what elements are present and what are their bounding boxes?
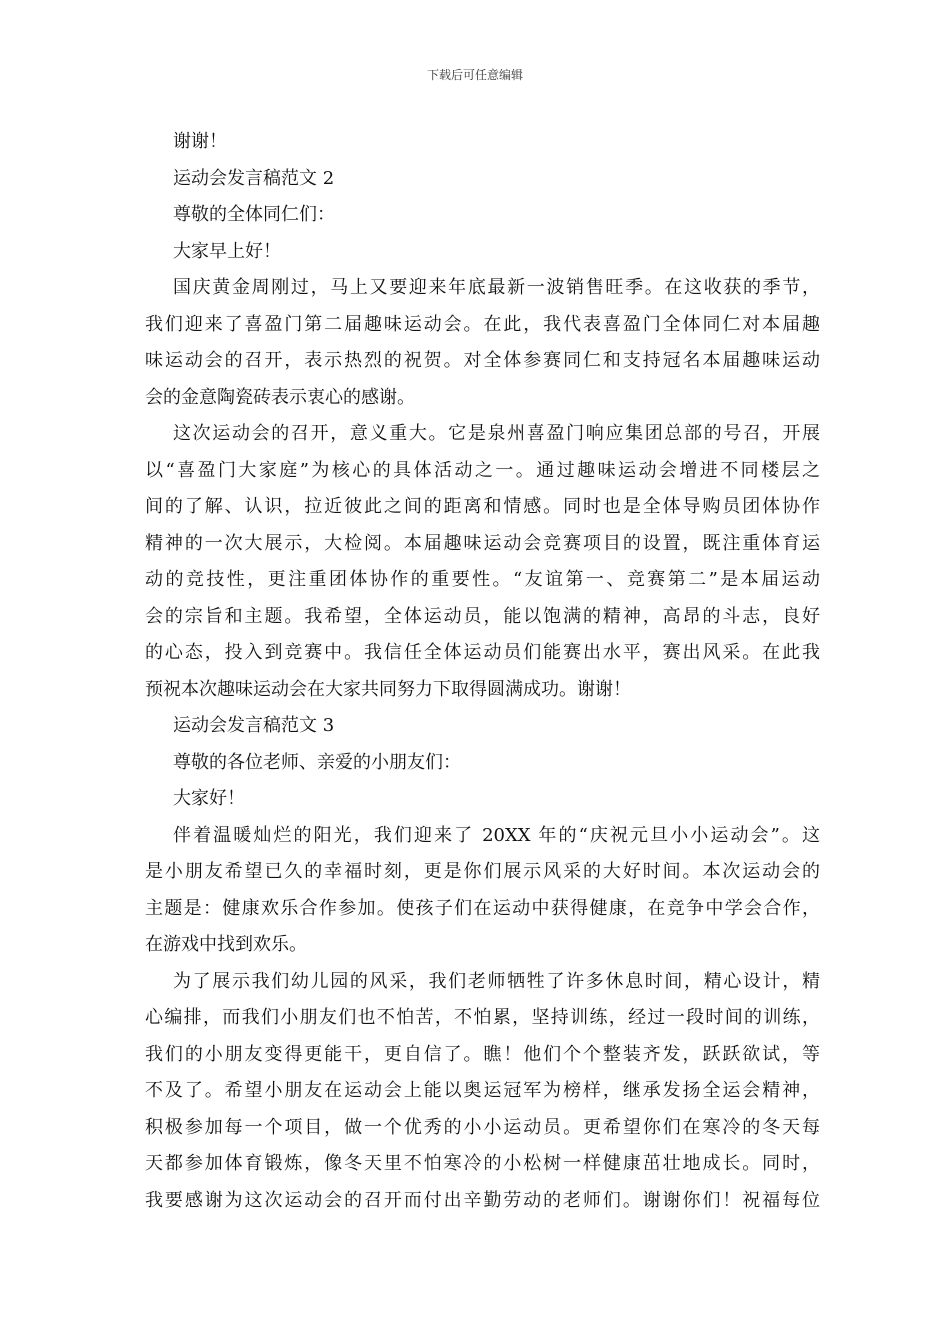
text-line: 我们迎来了喜盈门第二届趣味运动会。在此，我代表喜盈门全体同仁对本届趣 bbox=[145, 313, 820, 335]
text-line: 在游戏中找到欢乐。 bbox=[145, 934, 307, 955]
text-line: 积极参加每一个项目，做一个优秀的小小运动员。更希望你们在寒冷的冬天每 bbox=[145, 1116, 820, 1138]
text-line: 谢谢！ bbox=[173, 131, 227, 152]
text-line: 我们的小朋友变得更能干，更自信了。瞧！他们个个整装齐发，跃跃欲试，等 bbox=[145, 1043, 820, 1065]
text-line: 天都参加体育锻炼，像冬天里不怕寒冷的小松树一样健康茁壮地成长。同时， bbox=[145, 1153, 820, 1174]
text-line: 这次运动会的召开，意义重大。它是泉州喜盈门响应集团总部的号召，开展 bbox=[173, 423, 820, 444]
text-line: 运动会发言稿范文 3 bbox=[173, 715, 335, 736]
text-line: 以“喜盈门大家庭”为核心的具体活动之一。通过趣味运动会增进不同楼层之 bbox=[145, 459, 820, 481]
text-line: 精神的一次大展示，大检阅。本届趣味运动会竞赛项目的设置，既注重体育运 bbox=[145, 532, 820, 554]
text-line: 是小朋友希望已久的幸福时刻，更是你们展示风采的大好时间。本次运动会的 bbox=[145, 861, 820, 882]
text-line: 会的金意陶瓷砖表示衷心的感谢。 bbox=[145, 386, 415, 408]
text-line: 伴着温暖灿烂的阳光，我们迎来了 20XX 年的“庆祝元旦小小运动会”。这 bbox=[173, 824, 820, 846]
text-line: 国庆黄金周刚过，马上又要迎来年底最新一波销售旺季。在这收获的季节， bbox=[173, 277, 820, 298]
text-line: 味运动会的召开，表示热烈的祝贺。对全体参赛同仁和支持冠名本届趣味运动 bbox=[145, 350, 820, 371]
text-line: 我要感谢为这次运动会的召开而付出辛勤劳动的老师们。谢谢你们！祝福每位 bbox=[145, 1189, 820, 1211]
text-line: 尊敬的全体同仁们： bbox=[173, 204, 335, 225]
text-line: 的心态，投入到竞赛中。我信任全体运动员们能赛出水平，赛出风采。在此我 bbox=[145, 642, 820, 663]
text-line: 动的竞技性，更注重团体协作的重要性。“友谊第一、竞赛第二”是本届运动 bbox=[145, 569, 820, 590]
text-line: 会的宗旨和主题。我希望，全体运动员，能以饱满的精神，高昂的斗志，良好 bbox=[145, 605, 820, 627]
text-line: 大家好！ bbox=[173, 788, 245, 809]
text-line: 预祝本次趣味运动会在大家共同努力下取得圆满成功。谢谢！ bbox=[145, 678, 631, 700]
text-line: 为了展示我们幼儿园的风采，我们老师牺牲了许多休息时间，精心设计，精 bbox=[173, 970, 820, 992]
text-line: 心编排，而我们小朋友们也不怕苦，不怕累，坚持训练，经过一段时间的训练， bbox=[145, 1007, 820, 1028]
text-line: 尊敬的各位老师、亲爱的小朋友们： bbox=[173, 751, 461, 773]
text-line: 大家早上好！ bbox=[173, 240, 281, 262]
document-body bbox=[145, 124, 820, 1219]
text-line: 主题是：健康欢乐合作参加。使孩子们在运动中获得健康，在竞争中学会合作， bbox=[145, 897, 820, 919]
page-header-note: 下载后可任意编辑 bbox=[426, 68, 523, 82]
text-line: 不及了。希望小朋友在运动会上能以奥运冠军为榜样，继承发扬全运会精神， bbox=[145, 1080, 820, 1101]
text-line: 运动会发言稿范文 2 bbox=[173, 167, 335, 189]
text-line: 间的了解、认识，拉近彼此之间的距离和情感。同时也是全体导购员团体协作 bbox=[145, 496, 820, 517]
